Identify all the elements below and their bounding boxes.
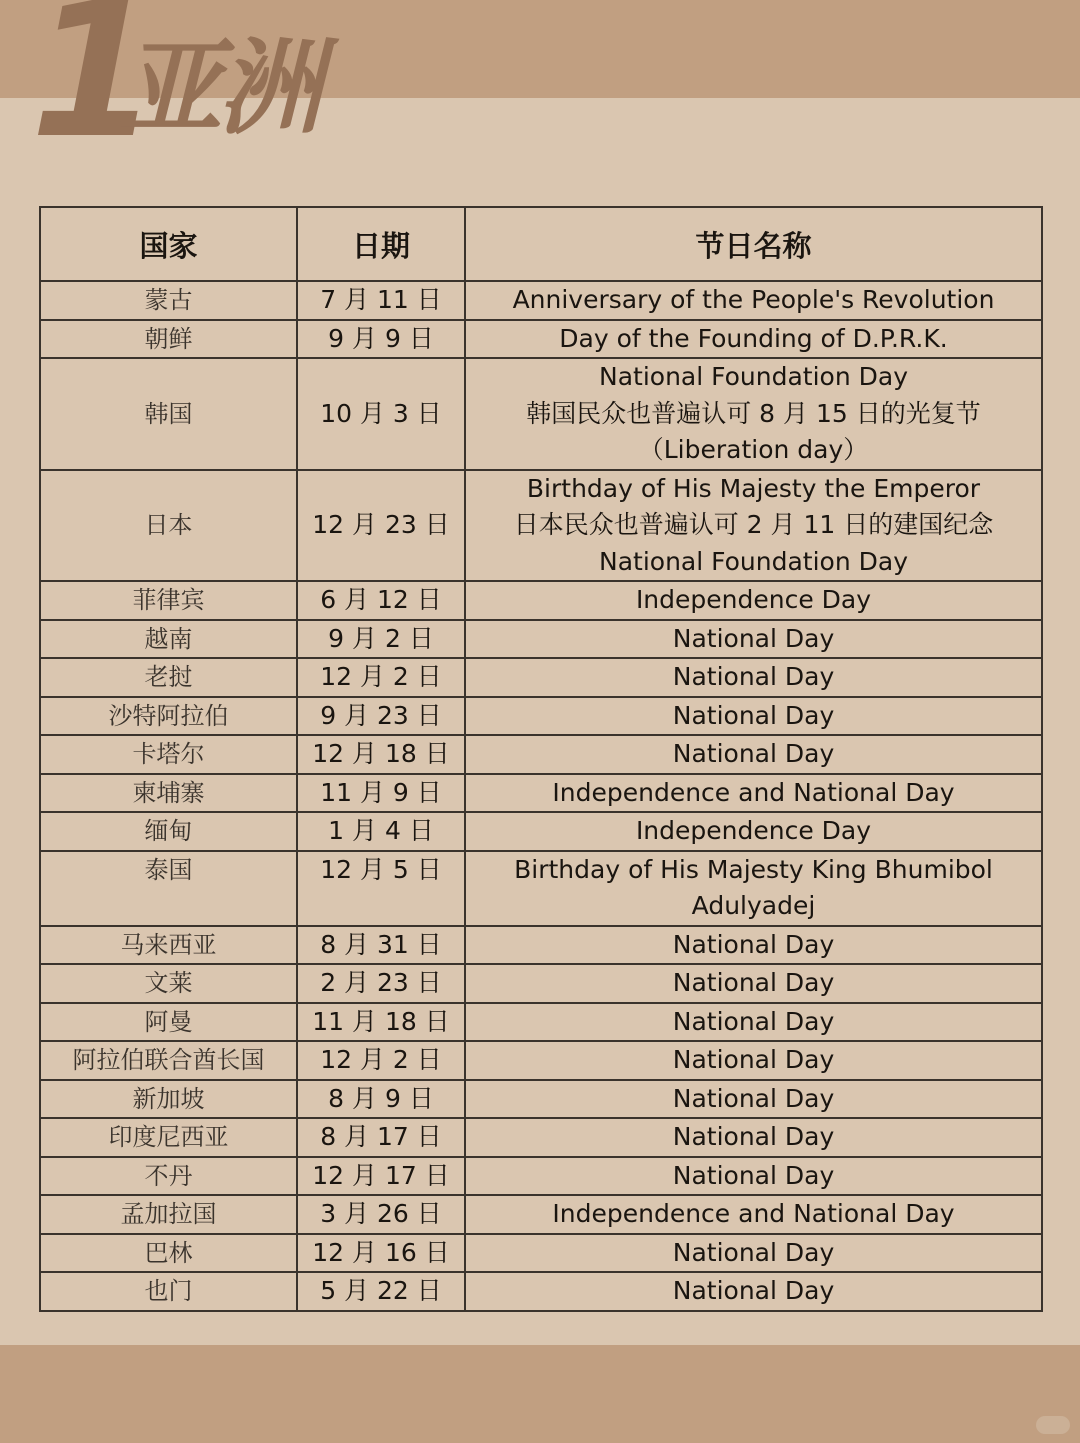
country-cell: 文莱: [40, 964, 297, 1003]
table-row: [40, 1234, 1042, 1273]
holiday-name-cell: [465, 812, 1042, 851]
holiday-name-line: National Day: [672, 1045, 835, 1074]
holiday-name-line: National Day: [672, 662, 835, 691]
holiday-name-cell: [465, 1272, 1042, 1311]
country-cell: 日本: [40, 470, 297, 582]
holiday-name-cell: [465, 964, 1042, 1003]
country-cell: 不丹: [40, 1157, 297, 1196]
table-row: [40, 774, 1042, 813]
country-cell: 越南: [40, 620, 297, 659]
country-cell: 沙特阿拉伯: [40, 697, 297, 736]
holiday-name-line: Independence Day: [635, 816, 872, 845]
table-row: [40, 658, 1042, 697]
date-cell: 12 月 2 日: [297, 658, 465, 697]
date-cell: 2 月 23 日: [297, 964, 465, 1003]
holiday-name-line: National Day: [672, 1122, 835, 1151]
table-header-row: [40, 207, 1042, 281]
country-cell: 马来西亚: [40, 926, 297, 965]
date-cell: 12 月 16 日: [297, 1234, 465, 1273]
table-row: [40, 926, 1042, 965]
table-row: [40, 1272, 1042, 1311]
table-row: [40, 964, 1042, 1003]
holiday-name-line: National Day: [672, 929, 835, 959]
country-cell: 老挝: [40, 658, 297, 697]
date-cell: 9 月 9 日: [297, 320, 465, 359]
holiday-name-line: Anniversary of the People's Revolution: [512, 285, 995, 314]
date-cell: 11 月 9 日: [297, 774, 465, 813]
holiday-name-line: （Liberation day）: [638, 435, 869, 464]
holiday-name-line: National Day: [672, 1276, 835, 1305]
date-cell: 12 月 5 日: [297, 851, 465, 926]
country-cell: 也门: [40, 1272, 297, 1311]
header-country: 国家: [40, 207, 297, 281]
table-row: [40, 812, 1042, 851]
table-row: [40, 320, 1042, 359]
section-title: 亚洲: [118, 27, 319, 149]
country-cell: 孟加拉国: [40, 1195, 297, 1234]
date-cell: 10 月 3 日: [297, 358, 465, 470]
table-row: [40, 470, 1042, 582]
table-row: [40, 735, 1042, 774]
holiday-name-line: Day of the Founding of D.P.R.K.: [559, 323, 948, 353]
table-row: [40, 1157, 1042, 1196]
date-cell: 8 月 31 日: [297, 926, 465, 965]
date-cell: 9 月 23 日: [297, 697, 465, 736]
date-cell: 3 月 26 日: [297, 1195, 465, 1234]
country-cell: 印度尼西亚: [40, 1118, 297, 1157]
holiday-name-line: Birthday of His Majesty the Emperor: [526, 473, 981, 503]
holiday-name-cell: [465, 1041, 1042, 1080]
date-cell: 9 月 2 日: [297, 620, 465, 659]
country-cell: 巴林: [40, 1234, 297, 1273]
table-row: [40, 281, 1042, 320]
country-cell: 泰国: [40, 851, 297, 926]
holiday-name-cell: [465, 926, 1042, 965]
holiday-name-cell: [465, 1234, 1042, 1273]
table-row: [40, 697, 1042, 736]
holiday-name-cell: [465, 851, 1042, 926]
section-number: 1: [30, 0, 160, 179]
holiday-name-line: 日本民众也普遍认可 2 月 11 日的建国纪念: [513, 510, 994, 539]
country-cell: 韩国: [40, 358, 297, 470]
date-cell: 12 月 17 日: [297, 1157, 465, 1196]
date-cell: 11 月 18 日: [297, 1003, 465, 1042]
date-cell: 1 月 4 日: [297, 812, 465, 851]
holiday-name-line: National Day: [672, 968, 835, 997]
header-date: 日期: [297, 207, 465, 281]
table-row: [40, 581, 1042, 620]
holiday-name-line: National Day: [672, 1006, 835, 1036]
table-row: [40, 1118, 1042, 1157]
date-cell: 12 月 23 日: [297, 470, 465, 582]
date-cell: 8 月 9 日: [297, 1080, 465, 1119]
holiday-name-line: National Day: [672, 1160, 835, 1190]
table-row: [40, 620, 1042, 659]
holiday-name-cell: [465, 774, 1042, 813]
table-row: [40, 851, 1042, 926]
country-cell: 蒙古: [40, 281, 297, 320]
holiday-name-line: Adulyadej: [691, 891, 816, 920]
holiday-name-cell: [465, 1195, 1042, 1234]
holiday-name-cell: [465, 697, 1042, 736]
holiday-name-cell: [465, 620, 1042, 659]
holiday-name-line: National Day: [672, 1083, 835, 1113]
country-cell: 柬埔寨: [40, 774, 297, 813]
header-holiday: 节日名称: [465, 207, 1042, 281]
table-body: [40, 281, 1042, 1311]
table-row: [40, 1003, 1042, 1042]
holiday-name-line: National Day: [672, 700, 835, 730]
country-cell: 阿曼: [40, 1003, 297, 1042]
holiday-name-cell: [465, 581, 1042, 620]
country-cell: 缅甸: [40, 812, 297, 851]
watermark: [1036, 1416, 1070, 1434]
country-cell: 新加坡: [40, 1080, 297, 1119]
country-cell: 菲律宾: [40, 581, 297, 620]
country-cell: 朝鲜: [40, 320, 297, 359]
holiday-name-line: National Day: [672, 623, 835, 653]
country-cell: 卡塔尔: [40, 735, 297, 774]
date-cell: 12 月 2 日: [297, 1041, 465, 1080]
date-cell: 12 月 18 日: [297, 735, 465, 774]
holiday-name-cell: [465, 470, 1042, 582]
holiday-name-line: Independence Day: [635, 585, 872, 614]
bottom-band: [0, 1345, 1080, 1443]
holiday-name-cell: [465, 735, 1042, 774]
date-cell: 5 月 22 日: [297, 1272, 465, 1311]
table-row: [40, 358, 1042, 470]
holiday-name-line: Independence and National Day: [552, 1199, 955, 1228]
country-cell: 阿拉伯联合酋长国: [40, 1041, 297, 1080]
holiday-name-cell: [465, 1080, 1042, 1119]
holiday-name-line: Independence and National Day: [552, 777, 955, 807]
date-cell: 8 月 17 日: [297, 1118, 465, 1157]
holiday-name-cell: [465, 320, 1042, 359]
holiday-name-cell: [465, 358, 1042, 470]
holiday-name-line: National Foundation Day: [599, 546, 908, 576]
holiday-name-line: National Foundation Day: [599, 362, 908, 391]
holiday-name-line: National Day: [672, 1237, 835, 1267]
holiday-name-line: National Day: [672, 739, 835, 768]
holiday-name-cell: [465, 658, 1042, 697]
holiday-name-cell: [465, 1118, 1042, 1157]
table-row: [40, 1041, 1042, 1080]
holiday-name-cell: [465, 1003, 1042, 1042]
table-row: [40, 1080, 1042, 1119]
date-cell: 6 月 12 日: [297, 581, 465, 620]
holiday-name-line: 韩国民众也普遍认可 8 月 15 日的光复节: [526, 398, 981, 428]
table-row: [40, 1195, 1042, 1234]
holiday-name-cell: [465, 281, 1042, 320]
holiday-name-cell: [465, 1157, 1042, 1196]
holiday-table: [39, 206, 1043, 1312]
holiday-name-line: Birthday of His Majesty King Bhumibol: [514, 854, 993, 884]
date-cell: 7 月 11 日: [297, 281, 465, 320]
